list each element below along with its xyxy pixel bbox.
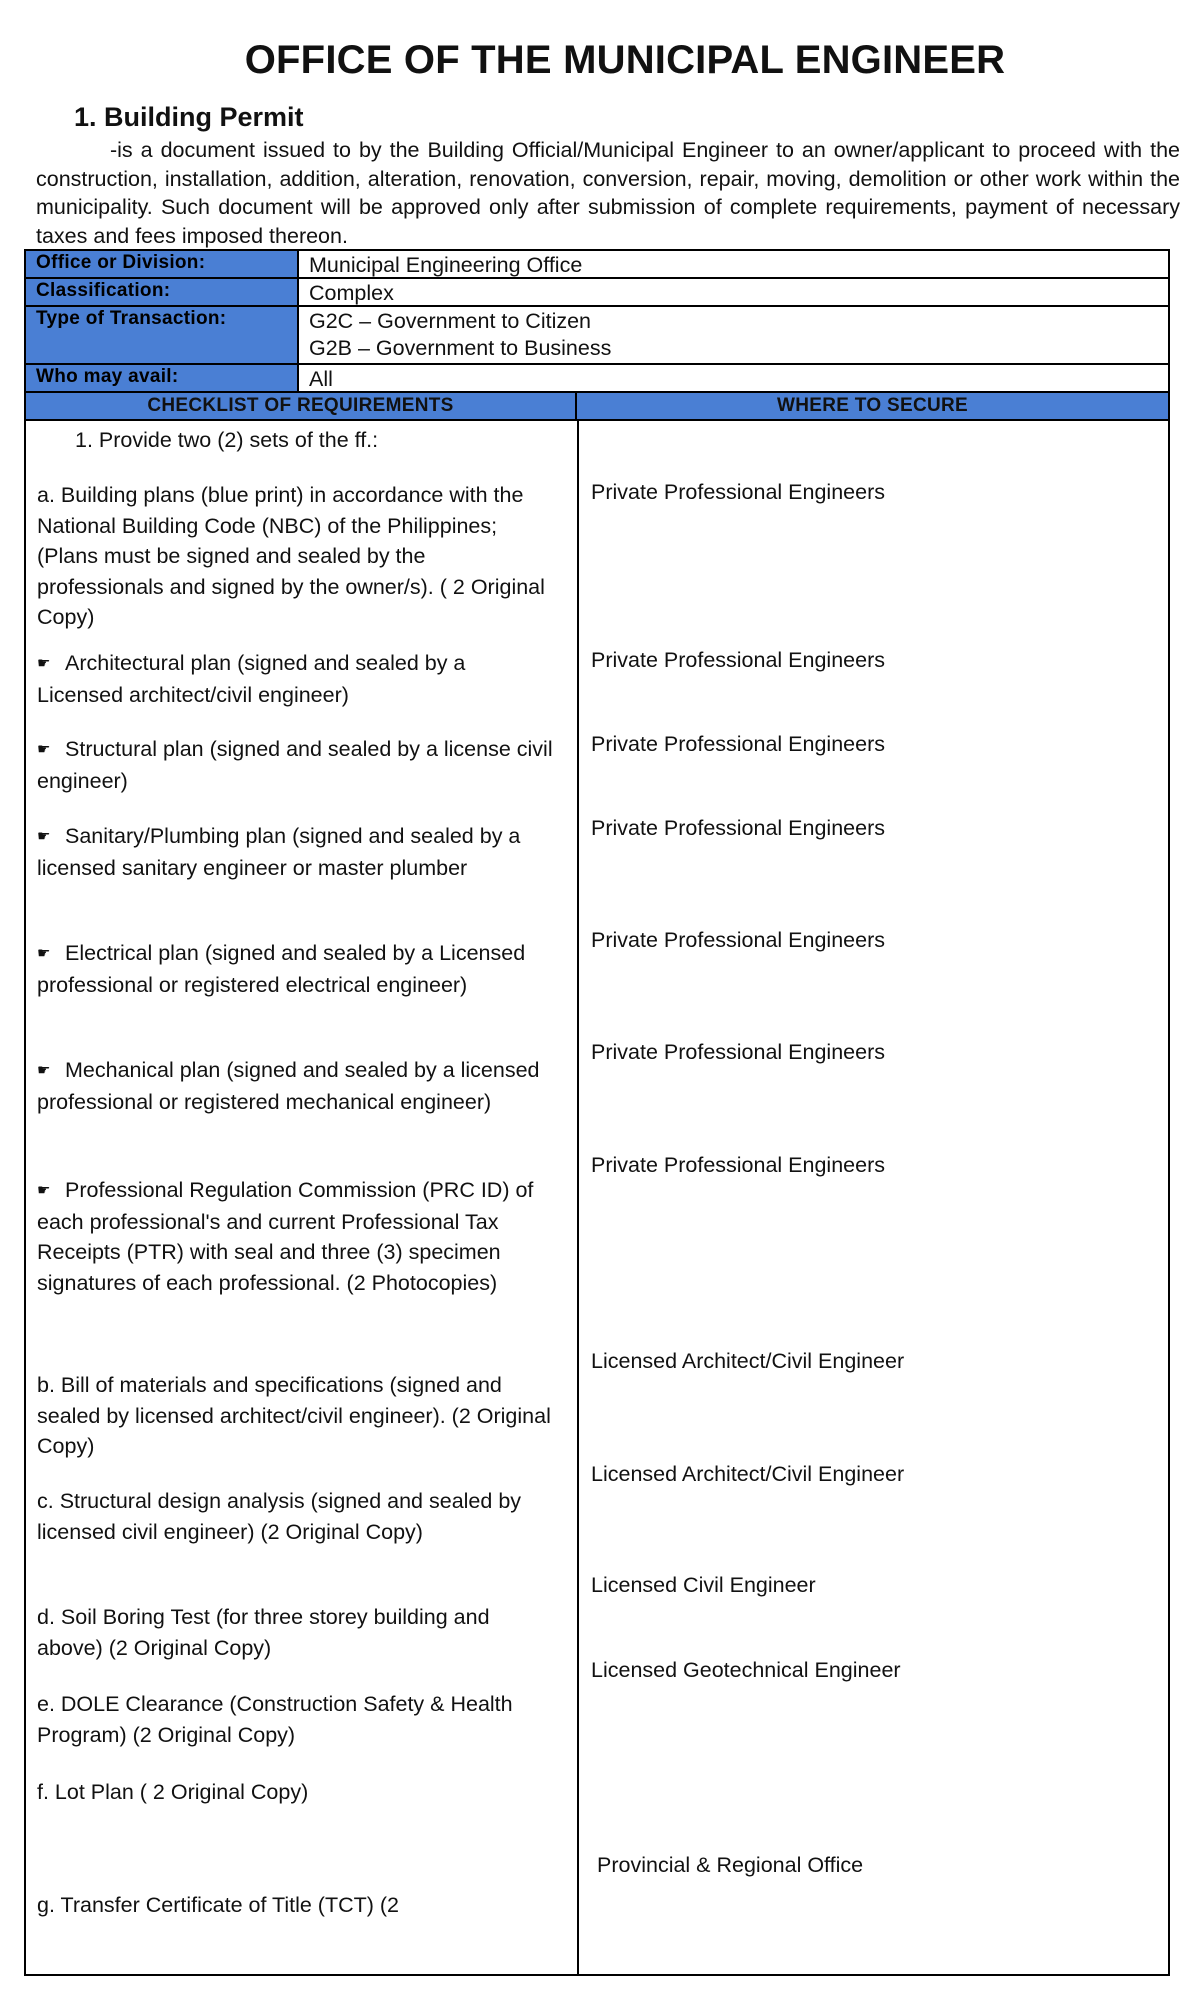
pointing-hand-icon: ☛ [37, 1062, 51, 1079]
requirement-structural [37, 734, 557, 796]
source-lot-plan: Provincial & Regional Office [597, 1853, 864, 1877]
requirement-b: b. Bill of materials and specifications (signed and sealed by licensed architect/civil engineer). (2 Original Copy) [37, 1373, 551, 1458]
pointing-hand-icon: ☛ [37, 741, 51, 758]
source-structural: Private Professional Engineers [591, 732, 885, 756]
avail-label: Who may avail: [26, 365, 299, 393]
source-structural-design: Licensed Architect/Civil Engineer [591, 1462, 905, 1486]
requirement-mechanical [37, 1055, 557, 1117]
requirement-f: f. Lot Plan ( 2 Original Copy) [37, 1780, 309, 1804]
checklist-table [24, 391, 1170, 1976]
source-architectural: Private Professional Engineers [591, 648, 885, 672]
info-row-transaction [26, 307, 1168, 365]
pointing-hand-icon: ☛ [37, 828, 51, 845]
source-sanitary: Private Professional Engineers [591, 816, 885, 840]
requirement-text: Structural plan (signed and sealed by a license civil engineer) [37, 737, 553, 793]
source-building-plans: Private Professional Engineers [591, 480, 885, 504]
transaction-value-g2c: G2C – Government to Citizen [309, 309, 592, 333]
pointing-hand-icon: ☛ [37, 655, 51, 672]
avail-value: All [309, 367, 333, 391]
source-mechanical: Private Professional Engineers [591, 1040, 885, 1064]
section-description: -is a document issued to by the Building Official/Municipal Engineer to an owner/applicant to proceed with the construction, installation, addition, alteration, renovation, conversion, repair, moving, demolition or other work within the municipality. Such document will be approved only after submission of complete requirements, payment of necessary taxes and fees imposed thereon. [36, 138, 1180, 248]
page-title: OFFICE OF THE MUNICIPAL ENGINEER [244, 38, 1006, 82]
transaction-value-g2b: G2B – Government to Business [309, 336, 612, 360]
header-where-to-secure: WHERE TO SECURE [776, 395, 968, 416]
transaction-value [299, 307, 1168, 363]
requirement-text: Mechanical plan (signed and sealed by a licensed professional or registered mechanical engineer) [37, 1058, 540, 1114]
header-requirements: CHECKLIST OF REQUIREMENTS [26, 393, 577, 419]
info-table [24, 249, 1170, 395]
requirement-e: e. DOLE Clearance (Construction Safety & Health Program) (2 Original Copy) [37, 1692, 513, 1747]
requirement-g: g. Transfer Certificate of Title (TCT) (2 [37, 1893, 400, 1917]
info-row-office [26, 251, 1168, 279]
requirement-electrical [37, 938, 557, 1000]
source-electrical: Private Professional Engineers [591, 928, 885, 952]
source-soil-boring: Licensed Civil Engineer [591, 1573, 816, 1597]
pointing-hand-icon: ☛ [37, 1182, 51, 1199]
requirement-c: c. Structural design analysis (signed and sealed by licensed civil engineer) (2 Original Copy) [37, 1489, 522, 1544]
classification-value: Complex [309, 281, 394, 305]
requirement-text: Architectural plan (signed and sealed by a Licensed architect/civil engineer) [37, 651, 466, 707]
column-divider [577, 419, 579, 1974]
requirement-text: Electrical plan (signed and sealed by a Licensed professional or registered electrical engineer) [37, 941, 526, 997]
requirement-prc [37, 1175, 557, 1298]
requirement-a: a. Building plans (blue print) in accordance with the National Building Code (NBC) of the Philippines; (Plans must be signed and sealed by the professionals and signed by the owner/s). ( 2 Original Copy) [37, 483, 545, 629]
requirement-intro: 1. Provide two (2) sets of the ff.: [75, 428, 379, 452]
classification-label: Classification: [26, 279, 299, 305]
requirement-architectural [37, 648, 557, 710]
checklist-header [26, 393, 1168, 421]
requirement-text: Sanitary/Plumbing plan (signed and sealed by a licensed sanitary engineer or master plumber [37, 824, 521, 880]
pointing-hand-icon: ☛ [37, 945, 51, 962]
info-row-avail [26, 365, 1168, 393]
source-bill-of-materials: Licensed Architect/Civil Engineer [591, 1349, 905, 1373]
requirement-text: Professional Regulation Commission (PRC ID) of each professional's and current Professional Tax Receipts (PTR) with seal and three (3) specimen signatures of each professional. (2 Photocopies) [37, 1178, 534, 1295]
source-dole: Licensed Geotechnical Engineer [591, 1658, 901, 1682]
requirement-d: d. Soil Boring Test (for three storey building and above) (2 Original Copy) [37, 1605, 490, 1660]
office-label: Office or Division: [26, 251, 299, 277]
office-value: Municipal Engineering Office [309, 253, 583, 277]
section-heading: 1. Building Permit [74, 102, 304, 132]
source-prc: Private Professional Engineers [591, 1153, 885, 1177]
transaction-label: Type of Transaction: [26, 307, 299, 363]
requirement-sanitary [37, 821, 557, 883]
info-row-classification [26, 279, 1168, 307]
